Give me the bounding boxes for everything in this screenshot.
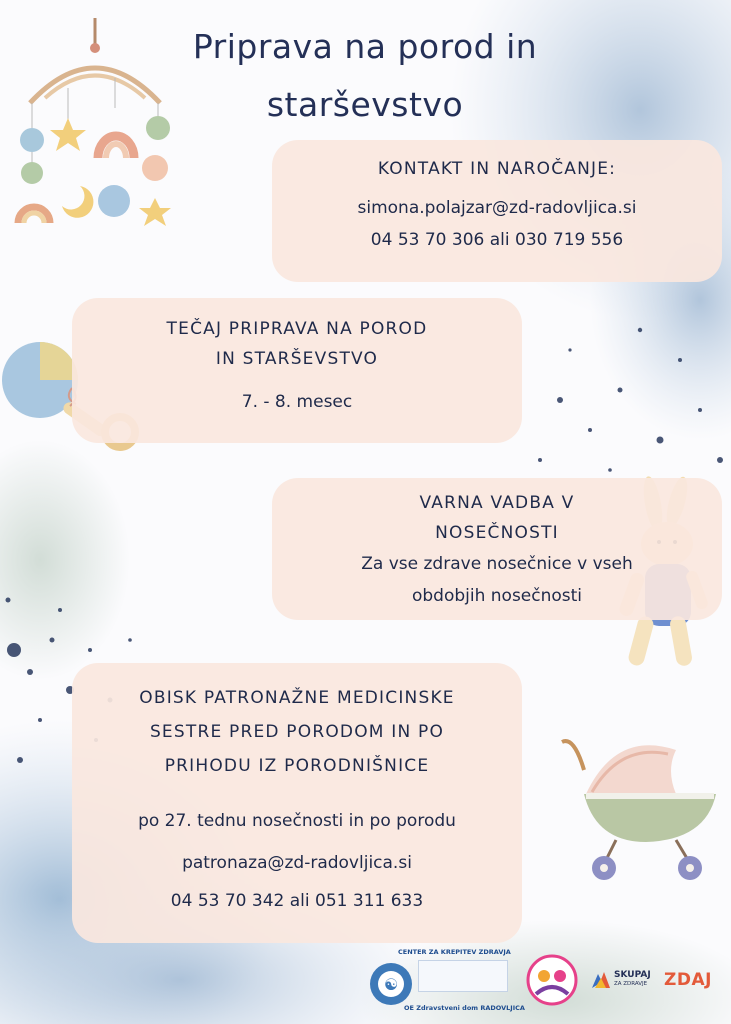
visit-heading-line-2: SESTRE PRED PORODOM IN PO xyxy=(149,722,445,742)
contact-card xyxy=(272,140,722,282)
visit-heading-line-1: OBISK PATRONAŽNE MEDICINSKE xyxy=(139,688,455,708)
svg-text:☯: ☯ xyxy=(383,975,399,994)
exercise-heading-line-2: NOSEČNOSTI xyxy=(435,523,559,543)
exercise-card xyxy=(272,478,722,620)
contact-email-link[interactable]: simona.polajzar@zd-radovljica.si xyxy=(357,198,637,218)
skupaj-line-2: ZA ZDRAVJE xyxy=(614,981,648,987)
visit-card xyxy=(72,663,522,943)
ckz-title: CENTER ZA KREPITEV ZDRAVJA xyxy=(398,948,511,956)
course-heading-line-1: TEČAJ PRIPRAVA NA POROD xyxy=(166,319,428,339)
skupaj-za-zdravje-logo xyxy=(590,966,660,996)
ckz-org: OE Zdravstveni dom RADOVLJICA xyxy=(404,1004,525,1012)
exercise-text-line-2: obdobjih nosečnosti xyxy=(411,586,583,606)
visit-heading-line-3: PRIHODU IZ PORODNIŠNICE xyxy=(164,756,430,776)
contact-phone: 04 53 70 306 ali 030 719 556 xyxy=(370,230,624,250)
title-line-1: Priprava na porod in xyxy=(192,27,538,66)
zdaj-logo: ZDAJ xyxy=(664,970,712,990)
visit-timing: po 27. tednu nosečnosti in po porodu xyxy=(138,811,456,831)
zdravstveni-dom-logo xyxy=(524,950,580,1014)
baby-carriage-icon xyxy=(556,730,721,890)
skupaj-line-1: SKUPAJ xyxy=(614,970,651,980)
visit-phone: 04 53 70 342 ali 051 311 633 xyxy=(170,891,424,911)
skupaj-figures-icon xyxy=(590,968,612,990)
ckz-logo xyxy=(368,948,525,1018)
visit-email-link[interactable]: patronaza@zd-radovljica.si xyxy=(182,853,412,873)
course-heading-line-2: IN STARŠEVSTVO xyxy=(215,349,379,369)
course-card xyxy=(72,298,522,443)
contact-heading: KONTAKT IN NAROČANJE: xyxy=(377,159,617,179)
title-line-2: starševstvo xyxy=(266,85,464,124)
exercise-heading-line-1: VARNA VADBA V xyxy=(419,493,575,513)
page-title xyxy=(150,18,580,134)
exercise-text-line-1: Za vse zdrave nosečnice v vseh xyxy=(361,554,633,574)
course-timing: 7. - 8. mesec xyxy=(241,392,353,412)
